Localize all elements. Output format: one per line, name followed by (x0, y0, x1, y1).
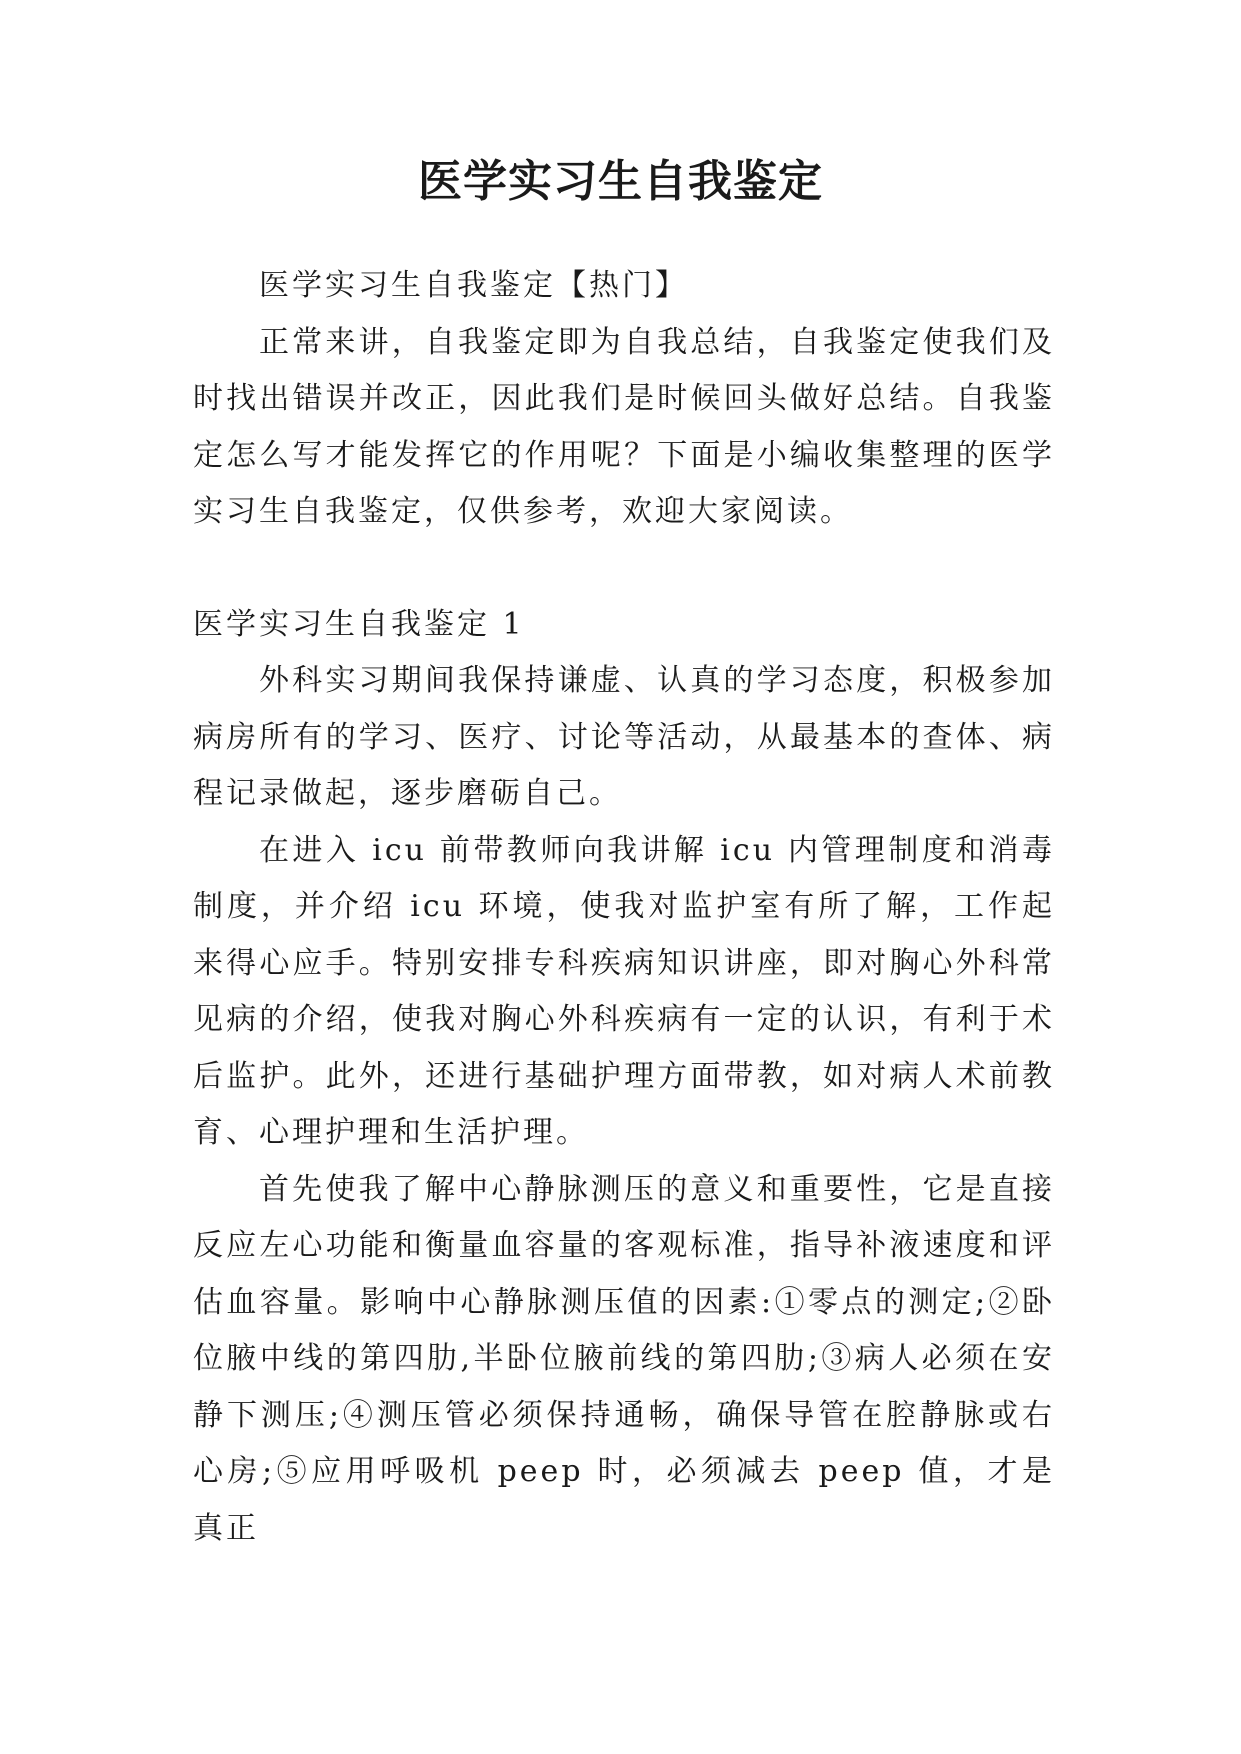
document-title: 医学实习生自我鉴定 (418, 156, 823, 207)
document-subtitle: 医学实习生自我鉴定【热门】 (259, 268, 688, 303)
section-heading: 医学实习生自我鉴定 1 (193, 606, 525, 642)
body-paragraph-1: 外科实习期间我保持谦虚、认真的学习态度，积极参加病房所有的学习、医疗、讨论等活动，从最基本的查体、病程记录做起，逐步磨砺自己。 (193, 663, 1055, 811)
document-body (193, 258, 1055, 1557)
body-paragraph-2: 在进入 icu 前带教师向我讲解 icu 内管理制度和消毒制度，并介绍 icu 环境，使我对监护室有所了解，工作起来得心应手。特别安排专科疾病知识讲座，即对胸心外科常见病的介绍，使我对胸心外科疾病有一定的认识，有利于术后监护。此外，还进行基础护理方面带教，如对病人术前教育、心理护理和生活护理。 (193, 832, 1055, 1150)
intro-paragraph: 正常来讲，自我鉴定即为自我总结，自我鉴定使我们及时找出错误并改正，因此我们是时候回头做好总结。自我鉴定怎么写才能发挥它的作用呢？下面是小编收集整理的医学实习生自我鉴定，仅供参考，欢迎大家阅读。 (193, 324, 1055, 529)
body-paragraph-3: 首先使我了解中心静脉测压的意义和重要性，它是直接反应左心功能和衡量血容量的客观标准，指导补液速度和评估血容量。影响中心静脉测压值的因素:①零点的测定;②卧位腋中线的第四肋,半卧位腋前线的第四肋;③病人必须在安静下测压;④测压管必须保持通畅，确保导管在腔静脉或右心房;⑤应用呼吸机 peep 时，必须减去 peep 值，才是真正 (193, 1171, 1055, 1546)
